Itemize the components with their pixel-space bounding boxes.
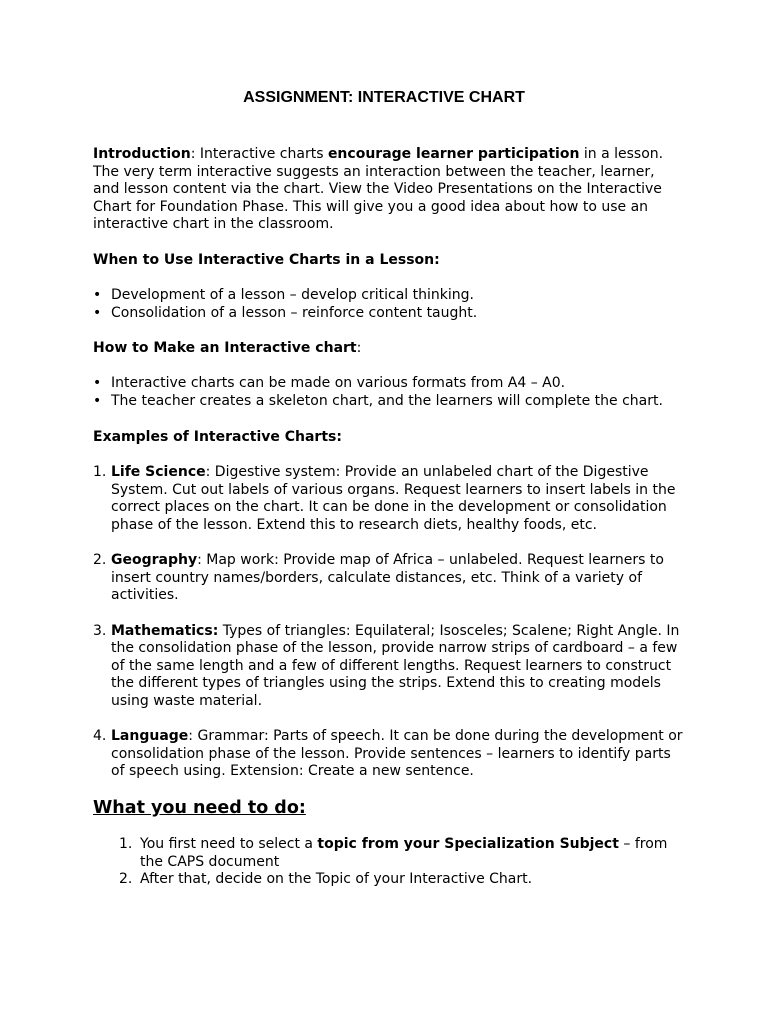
todo-text: You first need to select a bbox=[140, 836, 318, 852]
when-heading-text: When to Use Interactive Charts in a Lesson: bbox=[93, 252, 440, 268]
examples-section bbox=[93, 429, 683, 798]
todo-text-rest: – from the CAPS document bbox=[140, 836, 668, 870]
example-text: : Map work: Provide map of Africa – unlabeled. Request learners to insert country names/borders, calculate distances, etc. Think of a variety of activities. bbox=[111, 552, 664, 604]
introduction-label: Introduction bbox=[93, 146, 191, 162]
list-item bbox=[93, 552, 683, 605]
examples-heading-text: Examples of Interactive Charts: bbox=[93, 429, 342, 445]
item-number: 1. bbox=[119, 836, 133, 852]
item-number: 2. bbox=[93, 552, 107, 569]
examples-list bbox=[93, 464, 683, 781]
list-item bbox=[93, 728, 683, 781]
list-item: • Interactive charts can be made on various formats from A4 – A0. bbox=[93, 375, 683, 393]
list-item: • Development of a lesson – develop critical thinking. bbox=[93, 287, 683, 305]
list-item: • Consolidation of a lesson – reinforce content taught. bbox=[93, 305, 683, 323]
example-text: : Grammar: Parts of speech. It can be done during the development or consolidation phase of the lesson. Provide sentences – learners to identify parts of speech using. Extension: Create a new sentence. bbox=[111, 728, 683, 780]
how-section bbox=[93, 340, 683, 410]
example-label: Life Science bbox=[111, 464, 206, 481]
example-label: Geography bbox=[111, 552, 198, 569]
list-item: • The teacher creates a skeleton chart, and the learners will complete the chart. bbox=[93, 393, 683, 411]
page-title: ASSIGNMENT: INTERACTIVE CHART bbox=[243, 89, 525, 106]
when-list bbox=[93, 287, 683, 322]
list-item bbox=[93, 623, 683, 711]
example-label: Mathematics: bbox=[111, 622, 219, 639]
introduction-section bbox=[93, 146, 683, 234]
example-text: : Digestive system: Provide an unlabeled chart of the Digestive System. Cut out labels of various organs. Request learners to insert labels in the correct places on the chart. It can be done in the development or consolidation phase of the lesson. Extend this to research diets, healthy foods, etc. bbox=[111, 464, 676, 533]
introduction-text-rest: in a lesson. The very term interactive suggests an interaction between the teacher, learner, and lesson content via the chart. View the Video Presentations on the Interactive Chart for Foundation Phase. This will give you a good idea about how to use an interactive chart in the classroom. bbox=[93, 146, 664, 233]
how-list bbox=[93, 375, 683, 410]
list-item bbox=[93, 871, 683, 889]
item-number: 4. bbox=[93, 728, 107, 745]
list-item bbox=[93, 836, 683, 871]
introduction-emphasis: encourage learner participation bbox=[327, 146, 580, 162]
todo-heading: What you need to do: bbox=[93, 798, 306, 818]
when-heading bbox=[93, 252, 683, 270]
how-heading-text: How to Make an Interactive chart bbox=[93, 340, 357, 356]
examples-heading bbox=[93, 429, 683, 447]
item-number: 3. bbox=[93, 622, 107, 639]
how-heading-colon: : bbox=[356, 340, 362, 356]
list-item bbox=[93, 464, 683, 534]
introduction-paragraph bbox=[93, 146, 683, 234]
introduction-text: : Interactive charts bbox=[190, 146, 328, 162]
item-number: 2. bbox=[119, 871, 133, 888]
todo-emphasis: topic from your Specialization Subject bbox=[317, 836, 619, 852]
item-number: 1. bbox=[93, 464, 107, 481]
todo-section bbox=[93, 797, 683, 889]
example-text: Types of triangles: Equilateral; Isosceles; Scalene; Right Angle. In the consolidation phase of the lesson, provide narrow strips of cardboard – a few of the same length and a few of different lengths. Request learners to construct the different types of triangles using the strips. Extend this to creating models using waste material. bbox=[111, 622, 680, 709]
example-label: Language bbox=[111, 728, 189, 745]
how-heading bbox=[93, 340, 683, 358]
todo-list bbox=[93, 836, 683, 889]
when-section bbox=[93, 252, 683, 322]
todo-text: After that, decide on the Topic of your Interactive Chart. bbox=[140, 871, 533, 888]
